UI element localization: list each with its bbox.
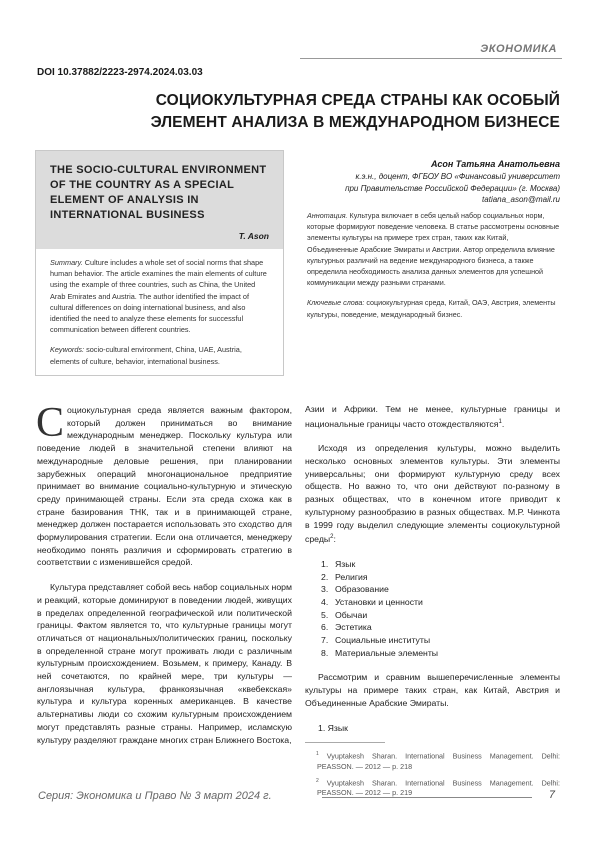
paragraph-text: оциокультурная среда является важным фактором, который должен приниматься во внимание международным менеджер. Поскольку культура или поведение людей в значительной степени влияют на международные деловые решения, при планировании зарубежных операций многонациональное предприятие принимает во внимание социально-культурную и этическую среду принимающей страны. Если эта среда схожа как в стране базирования ТНК, так и в принимающей стране, менеджер должен постарается использовать это сходство для формулирования стратегии. Если она отличается, менеджеру необходимо понять различия и сформировать стратегию в соответствии с изменившейся средой.: [37, 405, 292, 568]
footnote-mark: 1: [316, 751, 319, 758]
footer-divider: [322, 797, 532, 798]
list-item-label: Язык: [335, 558, 356, 569]
paragraph-end: .: [501, 418, 505, 429]
body-column-right: [305, 403, 560, 802]
english-abstract-box: [35, 150, 284, 376]
doi: DOI 10.37882/2223-2974.2024.03.03: [37, 67, 203, 78]
article-title: [120, 90, 560, 134]
body-paragraph: Культура представляет собой весь набор социальных норм и реакций, которые доминируют в поведении людей, живущих в пределах определенной географической или политической границы. Фактом является то, что культурные границы могут отличаться от национальных/политических границ, поскольку в определенной стране могут проживать люди с различным культурным происхождением. Возьмем, к примеру, Канаду. В ней сочетаются, по крайней мере, три культуры — англоязычная культура, франкоязычная «квебекская» культура и культура коренных американцев. В качестве альтернативы люди со схожим культурным происхождением могут представлять разные страны. Например, исламскую культуру разделяют граждане многих стран Ближнего Востока,: [37, 582, 292, 745]
footer-series: Серия: Экономика и Право № 3 март 2024 г.: [38, 790, 272, 802]
section-label: ЭКОНОМИКА: [480, 43, 557, 55]
list-item: [321, 621, 560, 634]
author-email: tatiana_ason@mail.ru: [482, 195, 560, 204]
list-item-label: Социальные институты: [335, 635, 431, 646]
russian-annotation: [307, 210, 560, 288]
english-summary: [50, 257, 269, 335]
footnote: [305, 776, 560, 798]
list-item-label: Эстетика: [335, 622, 372, 633]
elements-list: [321, 558, 560, 660]
list-item: [321, 634, 560, 647]
footnote-ref[interactable]: 2: [330, 534, 334, 541]
body-paragraph: [305, 403, 560, 430]
russian-author-block: [300, 158, 560, 206]
list-item: [321, 647, 560, 660]
list-item: [321, 609, 560, 622]
list-item-number: 2.: [321, 571, 329, 582]
list-item-label: Материальные элементы: [335, 647, 439, 658]
keywords-text: socio-cultural environment, China, UAE, Austria, elements of culture, behavior, international business.: [50, 345, 242, 366]
list-item-number: 3.: [321, 584, 329, 595]
list-item-number: 5.: [321, 609, 329, 620]
body-column-left: [36, 400, 292, 758]
subsection-heading: 1. Язык: [318, 722, 348, 733]
footnote-text: Vyuptakesh Sharan. International Business Management. Delhi: PEASSON. — 2012 — p. 219: [317, 778, 560, 798]
list-item-label: Обычаи: [335, 609, 368, 620]
author-affiliation: при Правительстве Российской Федерации» (г. Москва): [345, 183, 560, 193]
list-item-number: 7.: [321, 635, 329, 646]
list-item-number: 6.: [321, 622, 329, 633]
russian-abstract: [307, 210, 560, 329]
russian-keywords: [307, 297, 560, 319]
paragraph-end: :: [333, 534, 336, 545]
list-item-number: 8.: [321, 647, 329, 658]
paragraph-text: Азии и Африки. Тем не менее, культурные границы и национальные границы часто отождествляются: [305, 404, 560, 429]
footnotes: [305, 749, 560, 798]
section-divider: [300, 58, 562, 59]
ru-keywords-lead: Ключевые слова:: [307, 298, 365, 308]
annotation-lead: Аннотация.: [307, 211, 348, 220]
footnote-text: Vyuptakesh Sharan. International Business Management. Delhi: PEASSON. — 2012 — p. 218: [317, 751, 560, 771]
ru-keywords-text: социокультурная среда, Китай, ОАЭ, Австрия, элементы культуры, поведение, международный бизнес.: [307, 298, 556, 319]
english-keywords: [50, 344, 269, 366]
drop-cap: С: [36, 400, 65, 446]
footnote-divider: [305, 742, 385, 743]
list-item-number: 4.: [321, 596, 329, 607]
summary-text: Culture includes a whole set of social norms that shape human behavior. The article examines the main elements of culture using the example of three countries, such as China, the United Arab Emirates and Austria. The author identified the impact of cultural differences on doing international business, and also identified the need to analyze these elements for successful communication between different countries.: [50, 258, 267, 335]
page-number: 7: [548, 789, 555, 801]
english-title: THE SOCIO-CULTURAL ENVIRONMENT OF THE COUNTRY AS A SPECIAL ELEMENT OF ANALYSIS IN INTERNATIONAL BUSINESS: [50, 164, 267, 221]
list-item-label: Образование: [335, 584, 389, 595]
article-title-line: СОЦИОКУЛЬТУРНАЯ СРЕДА СТРАНЫ КАК ОСОБЫЙ: [155, 92, 560, 109]
list-item: [321, 583, 560, 596]
body-paragraph: [305, 442, 560, 546]
paragraph-text: Исходя из определения культуры, можно выделить несколько основных элементов культуры. Эти элементы универсальны; они формируют культурную среду всех обществ. Но важно то, что они действуют по-разному в разных обществах, что в конечном итоге приводит к культурному разнообразию в разных обществах. М.Р. Чинкота в 1999 году выделил следующие элементы социокультурной среды: [305, 443, 560, 545]
list-item: [321, 558, 560, 571]
annotation-text: Культура включает в себя целый набор социальных норм, которые формируют поведение человека. В статье рассмотрены основные элементы культуры на примере трех стран, таких как Китай, Объединенные Арабские Эмираты и Австрии. Автор определила влияние культурных различий на ведение международного бизнеса, а также определила необходимость анализа данных элементов для успешной коммуникации между разными странами.: [307, 211, 560, 288]
english-author: T. Ason: [238, 231, 269, 241]
english-abstract-body: [36, 249, 283, 367]
list-item-number: 1.: [321, 558, 329, 569]
footnote: [305, 749, 560, 771]
list-item: [321, 571, 560, 584]
keywords-lead: Keywords:: [50, 345, 85, 355]
english-abstract-header: [36, 151, 283, 249]
author-affiliation: к.э.н., доцент, ФГБОУ ВО «Финансовый университет: [355, 172, 560, 181]
list-item: [321, 596, 560, 609]
footnote-mark: 2: [316, 777, 319, 784]
list-item-label: Установки и ценности: [335, 596, 423, 607]
author-name: Асон Татьяна Анатольевна: [431, 159, 560, 169]
footnote-ref[interactable]: 1: [498, 418, 502, 425]
article-title-line: ЭЛЕМЕНТ АНАЛИЗА В МЕЖДУНАРОДНОМ БИЗНЕСЕ: [150, 114, 560, 131]
body-paragraph: Рассмотрим и сравним вышеперечисленные элементы культуры на примере таких стран, как Китай, Австрия и Объединенные Арабские Эмираты.: [305, 672, 560, 708]
summary-lead: Summary.: [50, 258, 83, 267]
list-item-label: Религия: [335, 571, 368, 582]
body-paragraph: [36, 400, 292, 569]
